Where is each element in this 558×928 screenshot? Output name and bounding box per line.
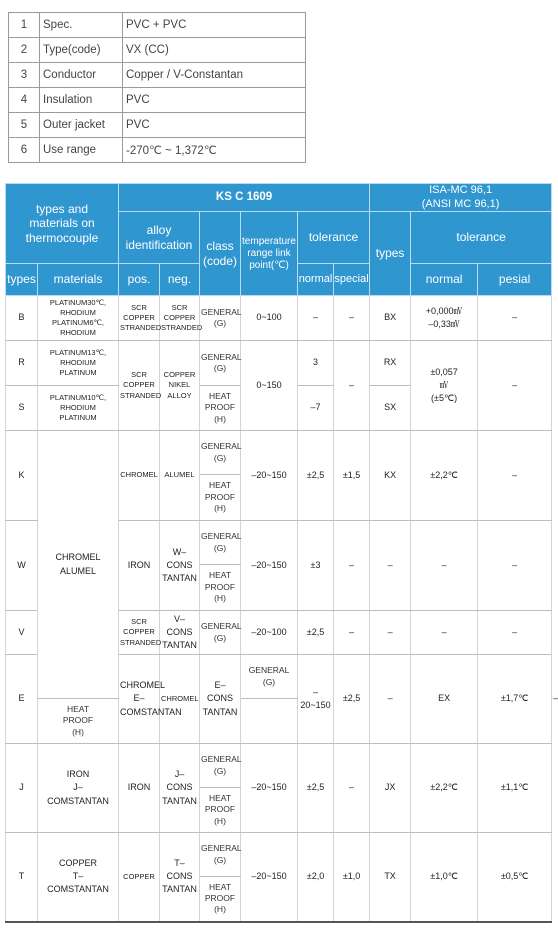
temp-range-cell: 0~150 xyxy=(241,341,298,431)
class-cell: GENERAL (G) xyxy=(200,296,241,341)
neg-cell: E– CONS TANTAN xyxy=(200,655,241,744)
neg-cell: ALUMEL xyxy=(160,431,200,521)
tolerance-special-cell: ±1,5 xyxy=(334,431,370,521)
isa-special-cell: ±1,1℃ xyxy=(478,744,552,833)
spec-key: Outer jacket xyxy=(40,113,123,138)
tolerance-special-cell: – xyxy=(334,521,370,611)
spec-key: Spec. xyxy=(40,13,123,38)
tolerance-normal-cell: ±2,5 xyxy=(298,431,334,521)
material-cell: CHROMEL ALUMEL xyxy=(38,431,119,699)
isa-type-cell: BX xyxy=(370,296,411,341)
type-cell: T xyxy=(6,833,38,922)
pos-cell: IRON xyxy=(119,521,160,611)
isa-types-header: types xyxy=(370,212,411,296)
isa-type-cell: SX xyxy=(370,386,411,431)
class-cell: GENERAL (G) xyxy=(200,341,241,386)
tolerance-special-cell: – xyxy=(334,744,370,833)
isa-normal-cell: ±2,2℃ xyxy=(411,744,478,833)
isa-special-cell: – xyxy=(478,521,552,611)
isa-normal-header: normal xyxy=(411,264,478,296)
temp-range-cell: –20~150 xyxy=(298,655,334,744)
ks-standard-header: KS C 1609 xyxy=(119,184,370,212)
isa-special-cell: – xyxy=(478,341,552,431)
type-cell: K xyxy=(6,431,38,521)
class-cell: GENERAL (G) xyxy=(200,521,241,565)
isa-type-cell: – xyxy=(370,521,411,611)
neg-cell: SCR COPPER STRANDED xyxy=(160,296,200,341)
material-cell: COPPER T– COMSTANTAN xyxy=(38,833,119,922)
material-cell: IRON J– COMSTANTAN xyxy=(38,744,119,833)
tolerance-normal-cell: –7 xyxy=(298,386,334,431)
materials-header: materials xyxy=(38,264,119,296)
table-row: E CHROMEL E– COMSTANTAN CHROMEL E– CONS TANTAN GENERAL (G) –20~150 ±2,5 – EX ±1,7℃ – xyxy=(6,655,552,699)
isa-special-cell: – xyxy=(478,431,552,521)
spec-value: PVC xyxy=(123,113,306,138)
class-cell: HEAT PROOF (H) xyxy=(200,788,241,833)
tolerance-special-cell: – xyxy=(334,341,370,431)
isa-type-cell: TX xyxy=(370,833,411,922)
spec-value: PVC xyxy=(123,88,306,113)
material-cell: CHROMEL E– COMSTANTAN xyxy=(119,655,160,744)
neg-cell: T– CONS TANTAN xyxy=(160,833,200,922)
isa-normal-cell: +0,000㎷ –0,33㎷ xyxy=(411,296,478,341)
table-row xyxy=(6,431,552,475)
tolerance-normal-cell: ±2,5 xyxy=(298,744,334,833)
material-cell: PLATINUM30℃, RHODIUM PLATINUM6℃, RHODIUM xyxy=(38,296,119,341)
tolerance-normal-cell: ±2,5 xyxy=(334,655,370,744)
neg-cell: COPPER NIKEL ALLOY xyxy=(160,341,200,431)
temp-range-cell: –20~150 xyxy=(241,521,298,611)
tolerance-special-cell: – xyxy=(334,296,370,341)
spec-row xyxy=(9,63,306,88)
tolerance-special-cell: ±1,0 xyxy=(334,833,370,922)
class-cell: HEAT PROOF (H) xyxy=(200,877,241,922)
pos-cell: SCR COPPER STRANDED xyxy=(119,341,160,431)
class-cell: GENERAL (G) xyxy=(200,833,241,877)
spec-number: 3 xyxy=(9,63,40,88)
isa-special-cell: – xyxy=(478,611,552,655)
spec-key: Insulation xyxy=(40,88,123,113)
isa-tolerance-header: tolerance xyxy=(411,212,552,264)
spec-row xyxy=(9,88,306,113)
isa-special-header: pesial xyxy=(478,264,552,296)
special-header: special xyxy=(334,264,370,296)
tolerance-header: tolerance xyxy=(298,212,370,264)
tolerance-normal-cell: 3 xyxy=(298,341,334,386)
alloy-identification-header: alloy identification xyxy=(119,212,200,264)
spec-value: PVC + PVC xyxy=(123,13,306,38)
type-cell: V xyxy=(6,611,38,655)
isa-type-cell: – xyxy=(370,611,411,655)
material-cell: PLATINUM13℃, RHODIUM PLATINUM xyxy=(38,341,119,386)
class-code-header: class (code) xyxy=(200,212,241,296)
spec-row xyxy=(9,38,306,63)
isa-type-cell: JX xyxy=(370,744,411,833)
class-cell: GENERAL (G) xyxy=(241,655,298,699)
isa-normal-cell: ±0,057 ㎷ (±5℃) xyxy=(411,341,478,431)
spec-number: 1 xyxy=(9,13,40,38)
type-cell: W xyxy=(6,521,38,611)
tolerance-special-cell: – xyxy=(370,655,411,744)
pos-cell: IRON xyxy=(119,744,160,833)
temp-range-cell: –20~150 xyxy=(241,431,298,521)
table-row xyxy=(6,296,552,341)
class-cell: HEAT PROOF (H) xyxy=(38,699,119,744)
isa-normal-cell: – xyxy=(411,521,478,611)
tolerance-normal-cell: ±3 xyxy=(298,521,334,611)
class-cell: GENERAL (G) xyxy=(200,611,241,655)
isa-normal-cell: ±1,7℃ xyxy=(478,655,552,744)
tolerance-special-cell: – xyxy=(334,611,370,655)
spec-row xyxy=(9,13,306,38)
neg-cell: W– CONS TANTAN xyxy=(160,521,200,611)
temperature-range-header: temperature range link point(℃) xyxy=(241,212,298,296)
class-cell: HEAT PROOF (H) xyxy=(200,475,241,521)
spec-value: -270℃ ~ 1,372℃ xyxy=(123,138,306,163)
isa-type-cell: EX xyxy=(411,655,478,744)
thermocouple-table xyxy=(5,183,558,923)
spec-row xyxy=(9,138,306,163)
spec-key: Use range xyxy=(40,138,123,163)
spec-value: VX (CC) xyxy=(123,38,306,63)
spec-number: 6 xyxy=(9,138,40,163)
neg-cell: J– CONS TANTAN xyxy=(160,744,200,833)
spec-number: 4 xyxy=(9,88,40,113)
spec-row xyxy=(9,113,306,138)
spec-table xyxy=(8,12,306,163)
spec-key: Type(code) xyxy=(40,38,123,63)
temp-range-cell: 0~100 xyxy=(241,296,298,341)
isa-type-cell: RX xyxy=(370,341,411,386)
tolerance-normal-cell: – xyxy=(298,296,334,341)
class-cell: GENERAL (G) xyxy=(200,744,241,788)
type-cell: R xyxy=(6,341,38,386)
isa-normal-cell: – xyxy=(411,611,478,655)
table-row xyxy=(6,833,552,877)
isa-type-cell: KX xyxy=(370,431,411,521)
pos-header: pos. xyxy=(119,264,160,296)
spec-number: 5 xyxy=(9,113,40,138)
temp-range-cell: –20~150 xyxy=(241,833,298,922)
spec-value: Copper / V-Constantan xyxy=(123,63,306,88)
temp-range-cell: –20~100 xyxy=(241,611,298,655)
type-cell: E xyxy=(6,655,38,744)
spec-number: 2 xyxy=(9,38,40,63)
pos-cell: CHROMEL xyxy=(119,431,160,521)
type-cell: J xyxy=(6,744,38,833)
type-cell: B xyxy=(6,296,38,341)
spec-key: Conductor xyxy=(40,63,123,88)
isa-normal-cell: ±2,2℃ xyxy=(411,431,478,521)
pos-cell: SCR COPPER STRANDED xyxy=(119,611,160,655)
class-cell: HEAT PROOF (H) xyxy=(200,565,241,611)
class-cell: HEAT PROOF (H) xyxy=(200,386,241,431)
pos-cell: SCR COPPER STRANDED xyxy=(119,296,160,341)
class-cell: GENERAL (G) xyxy=(200,431,241,475)
pos-cell: CHROMEL xyxy=(160,655,200,744)
isa-special-cell: ±0,5℃ xyxy=(478,833,552,922)
isa-standard-header: ISA-MC 96,1 (ANSI MC 96,1) xyxy=(370,184,552,212)
tolerance-normal-cell: ±2,0 xyxy=(298,833,334,922)
normal-header: normal xyxy=(298,264,334,296)
temp-range-cell: –20~150 xyxy=(241,744,298,833)
type-cell: S xyxy=(6,386,38,431)
isa-special-cell: – xyxy=(478,296,552,341)
pos-cell: COPPER xyxy=(119,833,160,922)
table-row xyxy=(6,341,552,386)
types-header: types xyxy=(6,264,38,296)
types-materials-header: types and materials on thermocouple xyxy=(6,184,119,264)
table-row xyxy=(6,744,552,788)
tolerance-normal-cell: ±2,5 xyxy=(298,611,334,655)
material-cell: PLATINUM10℃, RHODIUM PLATINUM xyxy=(38,386,119,431)
neg-header: neg. xyxy=(160,264,200,296)
neg-cell: V– CONS TANTAN xyxy=(160,611,200,655)
isa-normal-cell: ±1,0℃ xyxy=(411,833,478,922)
